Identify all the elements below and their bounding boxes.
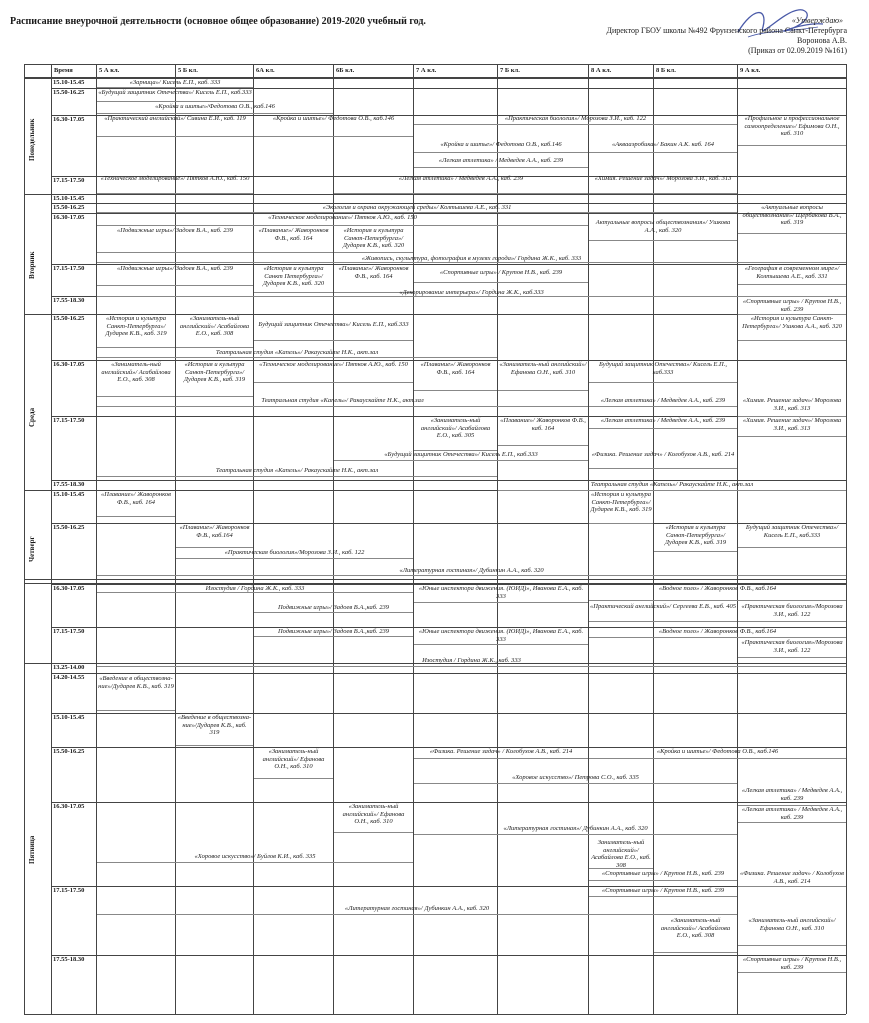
schedule-cell: «Актуальные вопросы обществознания»/ Щербакова В.А., каб. 319 <box>738 204 846 234</box>
time-slot: 17.15-17.50 <box>53 887 85 894</box>
schedule-cell: «Заниматель-ный английский»/ Асабайлова Е.О., каб. 308 <box>176 315 253 348</box>
schedule-cell: «Экология и охрана окружающей среды»/ Колтышева А.Е., каб. 331 <box>97 204 737 213</box>
schedule-cell: Заниматель-ный английский»/ Асабайлова Е.О., каб. 308 <box>589 839 653 869</box>
schedule-cell: «Кройка и шитье»/Федотова О.В., каб.146 <box>97 103 333 114</box>
time-slot: 17.55-18.30 <box>53 956 85 963</box>
grid-line <box>51 802 846 803</box>
schedule-cell: «Легкая атлетика» / Медведев А.А., каб. 239 <box>738 806 846 823</box>
time-slot: 15.10-15.45 <box>53 79 85 86</box>
schedule-cell: «История и культура Санкт-Петербурга»/ Дударев К.В., каб. 320 <box>334 227 413 253</box>
column-header: 5 Б кл. <box>178 67 198 74</box>
schedule-cell: «Кройка и шитье»/ Федотова О.В., каб.146 <box>414 141 588 153</box>
schedule-cell: Подвижные игры»/ Задоев В.А.,каб. 239 <box>254 604 413 613</box>
schedule-cell: «Практическая биология»/ Морозова З.И., каб. 122 <box>414 115 737 125</box>
grid-line <box>51 194 846 195</box>
schedule-cell: «Профильное и профессиональное самоопределение»/ Ефимова О.Н., каб. 310 <box>738 115 846 146</box>
schedule-cell: «Физика. Решение задач» / Колобухов А.В., каб. 214 <box>589 451 737 469</box>
schedule-cell: «Легкая атлетика» / Медведев А.А., каб. 239 <box>589 397 737 407</box>
schedule-cell: «Плавание»/ Жаворонков Ф.В., каб. 164 <box>254 227 333 253</box>
time-slot: 16.30-17.05 <box>53 116 85 123</box>
grid-line <box>24 64 846 65</box>
schedule-cell: «Легкая атлетика» / Медведев А.А., каб. 239 <box>414 157 588 168</box>
grid-line <box>24 1014 846 1015</box>
schedule-cell: Театральная студия «Капель»/ Ракаускайте Н.К., акт.зал <box>498 481 846 491</box>
schedule-cell: «Химия. Решение задач»/ Морозова З.И., каб. 313 <box>738 397 846 417</box>
column-header: 6Б кл. <box>336 67 355 74</box>
schedule-cell: «Плавание»/ Жаворонков Ф.В., каб. 164 <box>334 265 413 293</box>
column-header: 9 А кл. <box>740 67 761 74</box>
schedule-cell: «Спортивные игры» / Крутов Н.В., каб. 239 <box>589 870 737 881</box>
day-label: Вторник <box>28 251 36 279</box>
time-slot: 15.50-16.25 <box>53 748 85 755</box>
column-header: 8 Б кл. <box>656 67 676 74</box>
schedule-cell: «История и культура Санкт-Петербурга»/ Дударев К.В., каб. 319 <box>97 315 175 348</box>
schedule-cell: «Литературная гостиная»/ Дубинкин А.А., каб. 320 <box>97 567 846 576</box>
time-slot: 16.30-17.05 <box>53 585 85 592</box>
schedule-cell: «Практический английский»/ Сивина Е.И., каб. 119 <box>97 115 253 137</box>
schedule-cell: «Литературная гостиная»/ Дубинкин А.А., каб. 320 <box>414 825 737 835</box>
schedule-cell: «Водное поло» / Жаворонков Ф.В., каб.164 <box>589 628 846 638</box>
schedule-cell: «Легкая атлетика» / Медведев А.А., каб. 239 <box>334 175 588 194</box>
schedule-cell: «Физика. Решение задач» / Колобухов А.В., каб. 214 <box>414 748 588 759</box>
schedule-cell: Будущий защитник Отечества»/ Кисель Е.П., каб.333 <box>738 524 846 548</box>
time-slot: 17.55-18.30 <box>53 481 85 488</box>
grid-line <box>51 64 52 1014</box>
time-slot: 17.15-17.50 <box>53 177 85 184</box>
schedule-cell: «Легкая атлетика» / Медведев А.А., каб. 239 <box>738 787 846 806</box>
schedule-cell: «Практическая биология»/Морозова З.И., каб. 122 <box>738 603 846 622</box>
time-slot: 16.30-17.05 <box>53 803 85 810</box>
schedule-cell: «Заниматель-ный английский»/ Асабайлова Е.О., каб. 308 <box>97 361 175 397</box>
schedule-cell: «Будущий защитник Отечества»/ Кисель Е.П., каб.333 <box>334 451 588 461</box>
schedule-cell: «Техническое моделирование»/ Пятков А.Ю., каб. 150 <box>97 214 588 226</box>
schedule-cell: «Легкая атлетика» / Медведев А.А., каб. 239 <box>589 417 737 429</box>
approval-label: «Утверждаю» <box>791 16 843 25</box>
schedule-cell: «Заниматель-ный английский»/ Асабайлова Е.О., каб. 305 <box>414 417 497 451</box>
time-slot: 15.50-16.25 <box>53 315 85 322</box>
schedule-cell: «Водное поло» / Жаворонков Ф.В., каб.164 <box>589 585 846 601</box>
grid-line <box>846 64 847 1014</box>
schedule-cell: Изостудия / Гордина Ж.К., каб. 333 <box>97 657 846 667</box>
schedule-cell: «Заниматель-ный английский»/ Ефанова О.Н., каб. 310 <box>334 803 413 833</box>
schedule-cell: «География в современном мире»/ Колтышева А.Е., каб. 331 <box>738 265 846 285</box>
schedule-cell: Подвижные игры»/ Задоев В.А.,каб. 239 <box>254 628 413 637</box>
schedule-cell: «Живопись, скульптура, фотография в музеях города»/ Гордина Ж.К., каб. 333 <box>97 255 846 263</box>
schedule-cell: Изостудия / Гордина Ж.К., каб. 333 <box>97 585 413 593</box>
approval-order: (Приказ от 02.09.2019 №161) <box>748 46 847 55</box>
schedule-cell: «Заниматель-ный английский»/ Ефанова О.Н., каб. 310 <box>498 361 588 391</box>
column-header: 7 А кл. <box>416 67 437 74</box>
schedule-cell: «Хоровое искусство»/ Буйлов К.И., каб. 335 <box>97 853 413 863</box>
time-slot: 15.10-15.45 <box>53 491 85 498</box>
time-slot: 17.15-17.50 <box>53 265 85 272</box>
day-label: Четверг <box>28 536 36 562</box>
schedule-cell: «Аквааэробика»/ Бакин А.К. каб. 164 <box>589 141 737 153</box>
time-slot: 16.30-17.05 <box>53 214 85 221</box>
schedule-cell: «Юные инспектора движения. (ЮИД)», Иванова Е.А., каб. 333 <box>414 585 588 603</box>
time-slot: 16.30-17.05 <box>53 361 85 368</box>
schedule-cell: «Плавание»/ Жаворонков Ф.В., каб. 164 <box>498 417 588 446</box>
schedule-cell: «Химия. Решение задач»/ Морозова З.И., каб. 313 <box>589 175 737 194</box>
schedule-cell: «Техническое моделирование»/ Пятков А.Ю., каб. 150 <box>254 361 413 383</box>
schedule-cell: «История и культура Санкт-Петербурга»/ Дударев К.В., каб. 319 <box>589 491 653 524</box>
time-slot: 15.10-15.45 <box>53 195 85 202</box>
schedule-cell: «Плавание»/ Жаворонков Ф.В., каб.164 <box>176 524 253 548</box>
schedule-cell: Театральная студия «Капель»/ Ракаускайте Н.К., акт.зал <box>97 467 497 477</box>
column-header: 7 Б кл. <box>500 67 520 74</box>
schedule-cell: Театральная студия «Капель»/ Ракаускайте Н.К., акт.зал <box>97 349 497 358</box>
grid-line <box>51 673 846 674</box>
column-header: Время <box>54 67 73 74</box>
schedule-cell: «История и культура Санкт-Петербурга»/ Дударев К.В., каб. 319 <box>654 524 737 552</box>
schedule-cell: «Кройка и шитье»/ Федотова О.В., каб.146 <box>589 748 846 759</box>
time-slot: 15.50-16.25 <box>53 89 85 96</box>
schedule-cell: «Практическая биология»/Морозова З.И., каб. 122 <box>176 549 413 559</box>
schedule-cell: «Введение в обществозна-ние»/Дударев К.В., каб. 319 <box>176 714 253 746</box>
time-slot: 15.50-16.25 <box>53 524 85 531</box>
column-header: 8 А кл. <box>591 67 612 74</box>
schedule-cell: «Подвижные игры»/ Задоев В.А., каб. 239 <box>97 265 253 286</box>
schedule-cell: «Плавание»/ Жаворонков Ф.В., каб. 164 <box>97 491 175 517</box>
schedule-cell: «Кройка и шитье»/ Федотова О.В., каб.146 <box>254 115 413 137</box>
schedule-cell: «История и культура Санкт-Петербурга»/ Ушкова А.А., каб. 320 <box>738 315 846 341</box>
schedule-cell: «Декорирование интерьера»/ Гордина Ж.К., каб.333 <box>97 289 846 297</box>
schedule-cell: «Подвижные игры»/ Задоев В.А., каб. 239 <box>97 227 253 253</box>
schedule-cell: «Химия. Решение задач»/ Морозова З.И., каб. 313 <box>738 417 846 437</box>
schedule-cell: «История и культура Санкт-Петербурга»/ Дударев К.В., каб. 319 <box>176 361 253 397</box>
schedule-cell: «Плавание»/ Жаворонков Ф.В., каб. 164 <box>414 361 497 391</box>
grid-line <box>51 955 846 956</box>
schedule-cell: «Спортивные игры» / Крутов Н.В., каб. 239 <box>414 269 588 283</box>
schedule-cell: «Заниматель-ный английский»/ Ефанова О.Н., каб. 310 <box>738 917 846 946</box>
schedule-cell: «История и культура Санкт Петербурга»/ Дударев К.В., каб. 320 <box>254 265 333 293</box>
time-slot: 17.55-18.30 <box>53 297 85 304</box>
time-slot: 15.50-16.25 <box>53 204 85 211</box>
approval-name: Воронова А.В. <box>797 36 847 45</box>
schedule-cell: Актуальные вопросы обществознания»/ Ушкова А.А., каб. 320 <box>589 219 737 241</box>
grid-line <box>24 64 25 1014</box>
schedule-cell: Театральная студия «Капель»/ Ракаускайте Н.К., акт.зал <box>97 397 588 407</box>
schedule-cell: Будущий защитник Отечества»/ Кисель Е.П., каб.333 <box>589 361 737 383</box>
schedule-cell: «Практическая биология»/Морозова З.И., каб. 122 <box>738 639 846 658</box>
day-label: Пятница <box>28 835 36 864</box>
day-label: Понедельник <box>28 118 36 161</box>
day-label: Среда <box>28 407 36 427</box>
schedule-cell: «Техническое моделирование»/ Пятков А.Ю., каб. 150 <box>97 175 253 194</box>
schedule-cell: «Спортивные игры» / Крутов Н.В., каб. 239 <box>589 887 737 897</box>
schedule-cell: «Зарница»/ Кисель Е.П., каб. 333 <box>97 79 253 88</box>
grid-line <box>24 579 846 580</box>
schedule-cell: «Физика. Решение задач» / Колобухов А.В., каб. 214 <box>738 870 846 887</box>
schedule-cell: «Введение в обществозна-ние»/Дударев К.В., каб. 319 <box>97 675 175 711</box>
time-slot: 13.25-14.00 <box>53 664 85 671</box>
grid-line <box>51 713 846 714</box>
schedule-cell: «Будущий защитник Отечества»/ Кисель Е.П., каб.333 <box>97 89 253 102</box>
page-title: Расписание внеурочной деятельности (основное общее образование) 2019-2020 учебный год. <box>10 16 426 27</box>
schedule-cell: «Хоровое искусство»/ Петрова С.О., каб. 335 <box>414 774 737 784</box>
approval-director: Директор ГБОУ школы №492 Фрунзенского района Санкт-Петербурга <box>606 26 847 35</box>
time-slot: 17.15-17.50 <box>53 628 85 635</box>
schedule-cell: «Спортивные игры» / Крутов Н.В., каб. 239 <box>738 956 846 973</box>
schedule-cell: «Практический английский»/ Сергеева Е.В., каб. 405 <box>589 603 737 622</box>
schedule-cell: Будущий защитник Отечества»/ Кисель Е.П., каб.333 <box>254 321 413 341</box>
schedule-cell: «Юные инспектора движения. (ЮИД)», Иванова Е.А., каб. 333 <box>414 628 588 645</box>
schedule-cell: «Литературная гостиная»/ Дубинкин А.А., каб. 320 <box>97 905 737 915</box>
column-header: 5 А кл. <box>99 67 120 74</box>
time-slot: 15.10-15.45 <box>53 714 85 721</box>
time-slot: 17.15-17.50 <box>53 417 85 424</box>
time-slot: 14.20-14.55 <box>53 674 85 681</box>
schedule-cell: «Заниматель-ный английский»/ Асабайлова Е.О., каб. 308 <box>654 917 737 953</box>
schedule-cell: «Заниматель-ный английский»/ Ефанова О.Н., каб. 310 <box>254 748 333 779</box>
schedule-cell: «Спортивные игры» / Крутов Н.В., каб. 239 <box>738 298 846 315</box>
column-header: 6А кл. <box>256 67 275 74</box>
